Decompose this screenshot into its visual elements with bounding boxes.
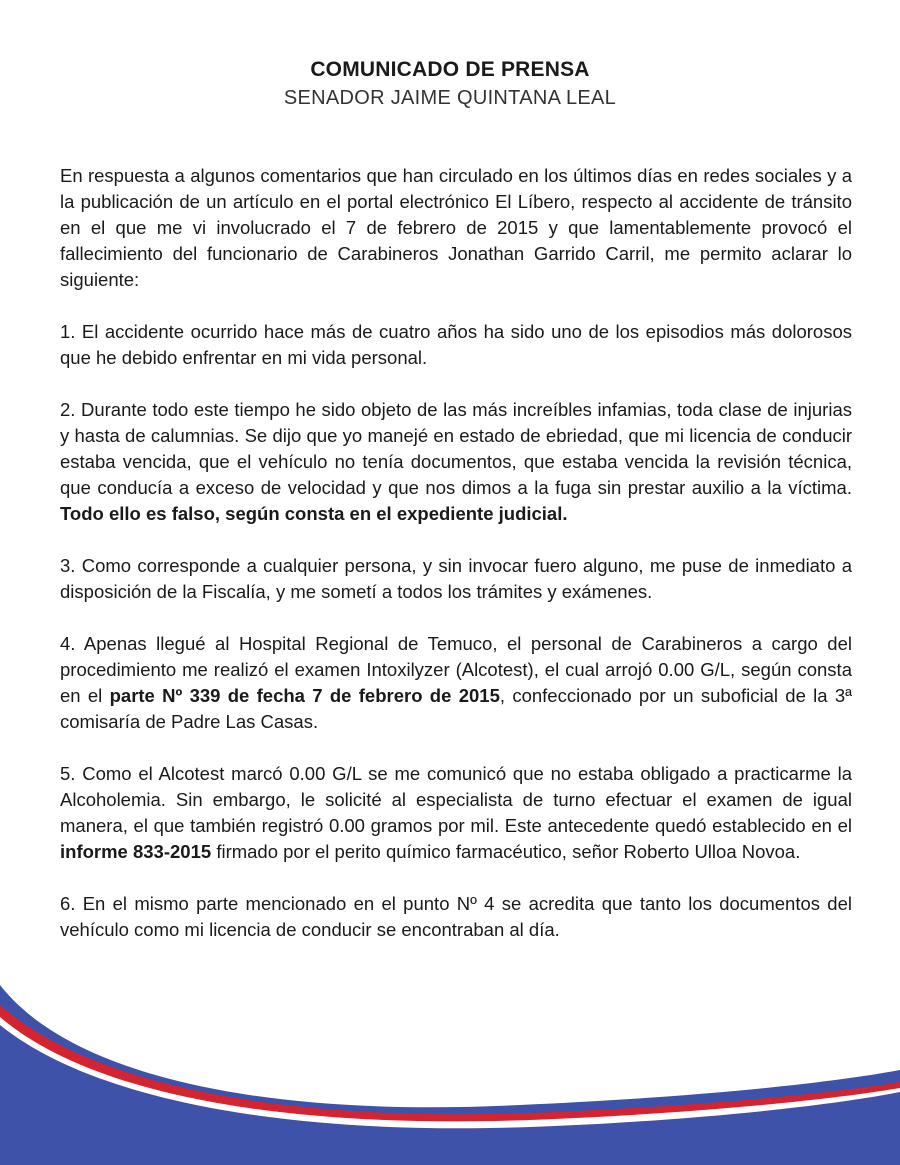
paragraph-4-bold: parte Nº 339 de fecha 7 de febrero de 2015	[109, 685, 500, 706]
paragraph-4-text-after: , confeccionado por un suboficial de la 3ª comisaría de Padre Las Casas.	[60, 685, 853, 732]
paragraph-2	[60, 397, 852, 527]
paragraph-5-text-after: firmado por el perito químico farmacéutico, señor Roberto Ulloa Novoa.	[216, 841, 801, 862]
wave-blue-shape	[0, 985, 900, 1165]
paragraph-2-text: 2. Durante todo este tiempo he sido objeto de las más increíbles infamias, toda clase de injurias y hasta de calumnias. Se dijo que yo manejé en estado de ebriedad, que mi licencia de conducir estaba vencida, que el vehículo no tenía documentos, que estaba vencida la revisión técnica, que conducía a exceso de velocidad y que nos dimos a la fuga sin prestar auxilio a la víctima.	[60, 399, 852, 498]
document-subtitle: SENADOR JAIME QUINTANA LEAL	[283, 87, 617, 109]
paragraph-4	[60, 631, 852, 735]
paragraph-1: 1. El accidente ocurrido hace más de cuatro años ha sido uno de los episodios más dolorosos que he debido enfrentar en mi vida personal.	[60, 321, 852, 368]
paragraph-3: 3. Como corresponde a cualquier persona, y sin invocar fuero alguno, me puse de inmediato a disposición de la Fiscalía, y me sometí a todos los trámites y exámenes.	[60, 555, 852, 602]
paragraph-intro: En respuesta a algunos comentarios que han circulado en los últimos días en redes sociales y a la publicación de un artículo en el portal electrónico El Líbero, respecto al accidente de tránsito en el que me vi involucrado el 7 de febrero de 2015 y que lamentablemente provocó el fallecimiento del funcionario de Carabineros Jonathan Garrido Carril, me permito aclarar lo siguiente:	[60, 165, 852, 290]
wave-red-shape	[0, 1005, 900, 1128]
paragraph-5-text-before: 5. Como el Alcotest marcó 0.00 G/L se me comunicó que no estaba obligado a practicarme la Alcoholemia. Sin embargo, le solicité al especialista de turno efectuar el examen de igual manera, el que también registró 0.00 gramos por mil. Este antecedente quedó establecido en el	[60, 763, 852, 836]
press-header	[0, 56, 900, 112]
paragraph-5	[60, 761, 852, 865]
paragraph-6: 6. En el mismo parte mencionado en el punto Nº 4 se acredita que tanto los documentos del vehículo como mi licencia de conducir se encontraban al día.	[60, 893, 852, 940]
document-body	[60, 163, 852, 969]
paragraph-4-text-before: 4. Apenas llegué al Hospital Regional de Temuco, el personal de Carabineros a cargo del procedimiento me realizó el examen Intoxilyzer (Alcotest), el cual arrojó 0.00 G/L, según consta en el	[60, 633, 852, 706]
document-title: COMUNICADO DE PRENSA	[310, 58, 590, 81]
paragraph-5-bold: informe 833-2015	[60, 841, 212, 862]
paragraph-2-bold: Todo ello es falso, según consta en el expediente judicial.	[60, 503, 568, 524]
wave-white-stripe	[0, 1017, 900, 1128]
